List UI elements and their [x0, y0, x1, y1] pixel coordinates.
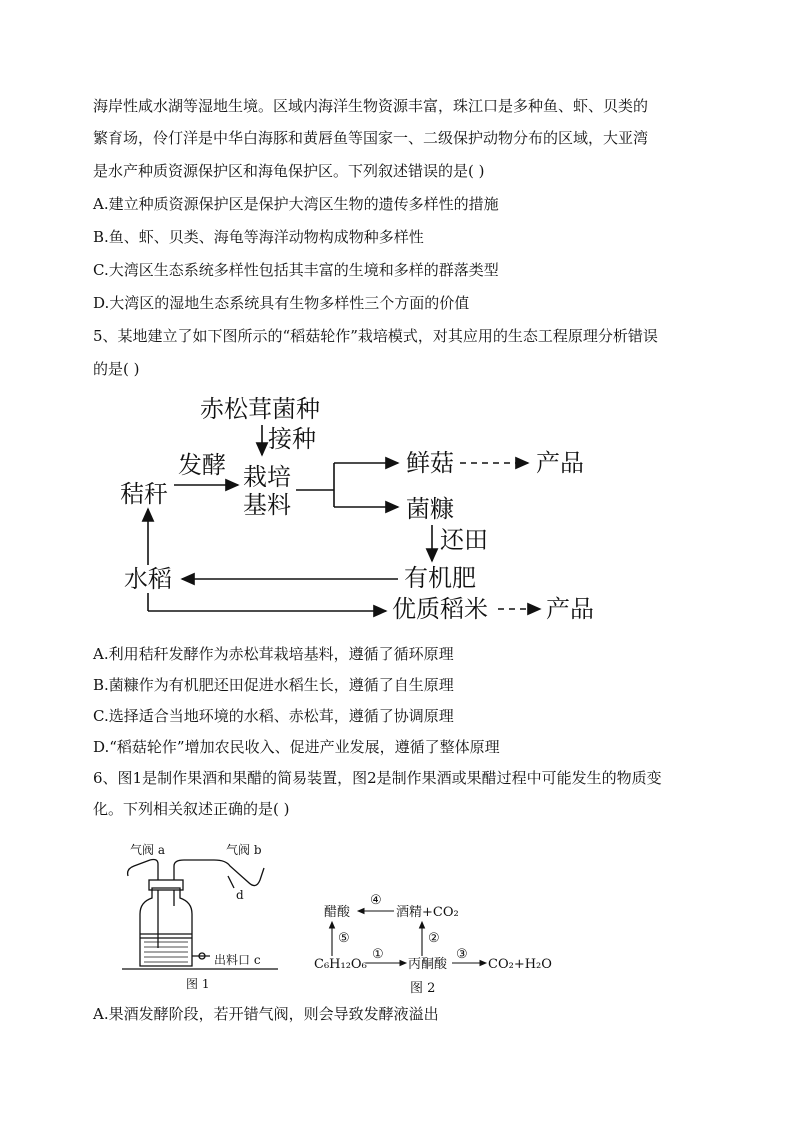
valve-a-label: 气阀 a	[130, 843, 165, 857]
co2-h2o-label: CO₂+H₂O	[488, 957, 552, 972]
quality-rice-label: 优质稻米	[392, 595, 488, 623]
q4-option-b: B.鱼、虾、贝类、海龟等海洋动物构成物种多样性	[93, 228, 424, 246]
glucose-label: C₆H₁₂O₆	[314, 957, 367, 972]
substrate-label-1: 栽培	[243, 463, 291, 491]
q4-option-a: A.建立种质资源保护区是保护大湾区生物的遗传多样性的措施	[93, 195, 499, 213]
organic-fertilizer-label: 有机肥	[404, 564, 476, 592]
rice-label: 水稻	[124, 565, 172, 593]
product-label-1: 产品	[536, 449, 584, 477]
tube-d-pointer	[228, 876, 234, 888]
rice-mushroom-rotation-diagram	[100, 385, 620, 630]
q6-stem-line-1: 6、图1是制作果酒和果醋的简易装置，图2是制作果酒或果醋过程中可能发生的物质变	[93, 769, 662, 787]
q5-stem-line-2: 的是( )	[93, 360, 140, 378]
bottle	[140, 888, 192, 966]
return-field-label: 还田	[440, 526, 488, 554]
substrate-label-2: 基料	[243, 491, 291, 519]
step-3-label: ③	[456, 947, 468, 962]
pyruvate-label: 丙酮酸	[408, 957, 448, 972]
q4-stem-line-1: 海岸性咸水湖等湿地生境。区域内海洋生物资源丰富，珠江口是多种鱼、虾、贝类的	[93, 97, 649, 115]
q4-option-c: C.大湾区生态系统多样性包括其丰富的生境和多样的群落类型	[93, 261, 499, 279]
straw-label: 秸秆	[120, 480, 168, 508]
tube-d-label: d	[236, 888, 244, 902]
figure-2-caption: 图 2	[410, 981, 436, 996]
q5-option-a: A.利用秸秆发酵作为赤松茸栽培基料，遵循了循环原理	[93, 645, 454, 663]
acetic-acid-label: 醋酸	[324, 905, 351, 920]
q4-option-d: D.大湾区的湿地生态系统具有生物多样性三个方面的价值	[93, 294, 470, 312]
ethanol-co2-label: 酒精+CO₂	[396, 905, 459, 920]
q4-stem-line-3: 是水产种质资源保护区和海龟保护区。下列叙述错误的是( )	[93, 162, 485, 180]
valve-b-label: 气阀 b	[226, 843, 262, 857]
fresh-mushroom-label: 鲜菇	[406, 449, 454, 477]
tube-b	[174, 860, 264, 886]
mushroom-bran-label: 菌糠	[406, 495, 454, 523]
q5-option-d: D.“稻菇轮作”增加农民收入、促进产业发展，遵循了整体原理	[93, 738, 500, 756]
figure-1-caption: 图 1	[186, 977, 210, 991]
ferment-label: 发酵	[178, 451, 226, 479]
step-2-label: ②	[428, 931, 440, 946]
figure-1-apparatus	[118, 836, 288, 996]
step-4-label: ④	[370, 893, 382, 908]
q6-stem-line-2: 化。下列相关叙述正确的是( )	[93, 800, 290, 818]
q5-option-b: B.菌糠作为有机肥还田促进水稻生长，遵循了自生原理	[93, 676, 454, 694]
q4-stem-line-2: 繁育场，伶仃洋是中华白海豚和黄唇鱼等国家一、二级保护动物分布的区域，大亚湾	[93, 129, 649, 147]
step-1-label: ①	[372, 947, 384, 962]
product-label-2: 产品	[546, 595, 594, 623]
q5-option-c: C.选择适合当地环境的水稻、赤松茸，遵循了协调原理	[93, 707, 454, 725]
step-5-label: ⑤	[338, 931, 350, 946]
q5-stem-line-1: 5、某地建立了如下图所示的“稻菇轮作”栽培模式，对其应用的生态工程原理分析错误	[93, 327, 658, 345]
outlet-c-label: 出料口 c	[214, 953, 261, 967]
q6-option-a: A.果酒发酵阶段，若开错气阀，则会导致发酵液溢出	[93, 1005, 439, 1023]
strain-label: 赤松茸菌种	[200, 395, 320, 423]
figure-2-pathway	[310, 880, 560, 998]
inoculate-label: 接种	[268, 425, 316, 453]
tube-a	[128, 860, 158, 881]
